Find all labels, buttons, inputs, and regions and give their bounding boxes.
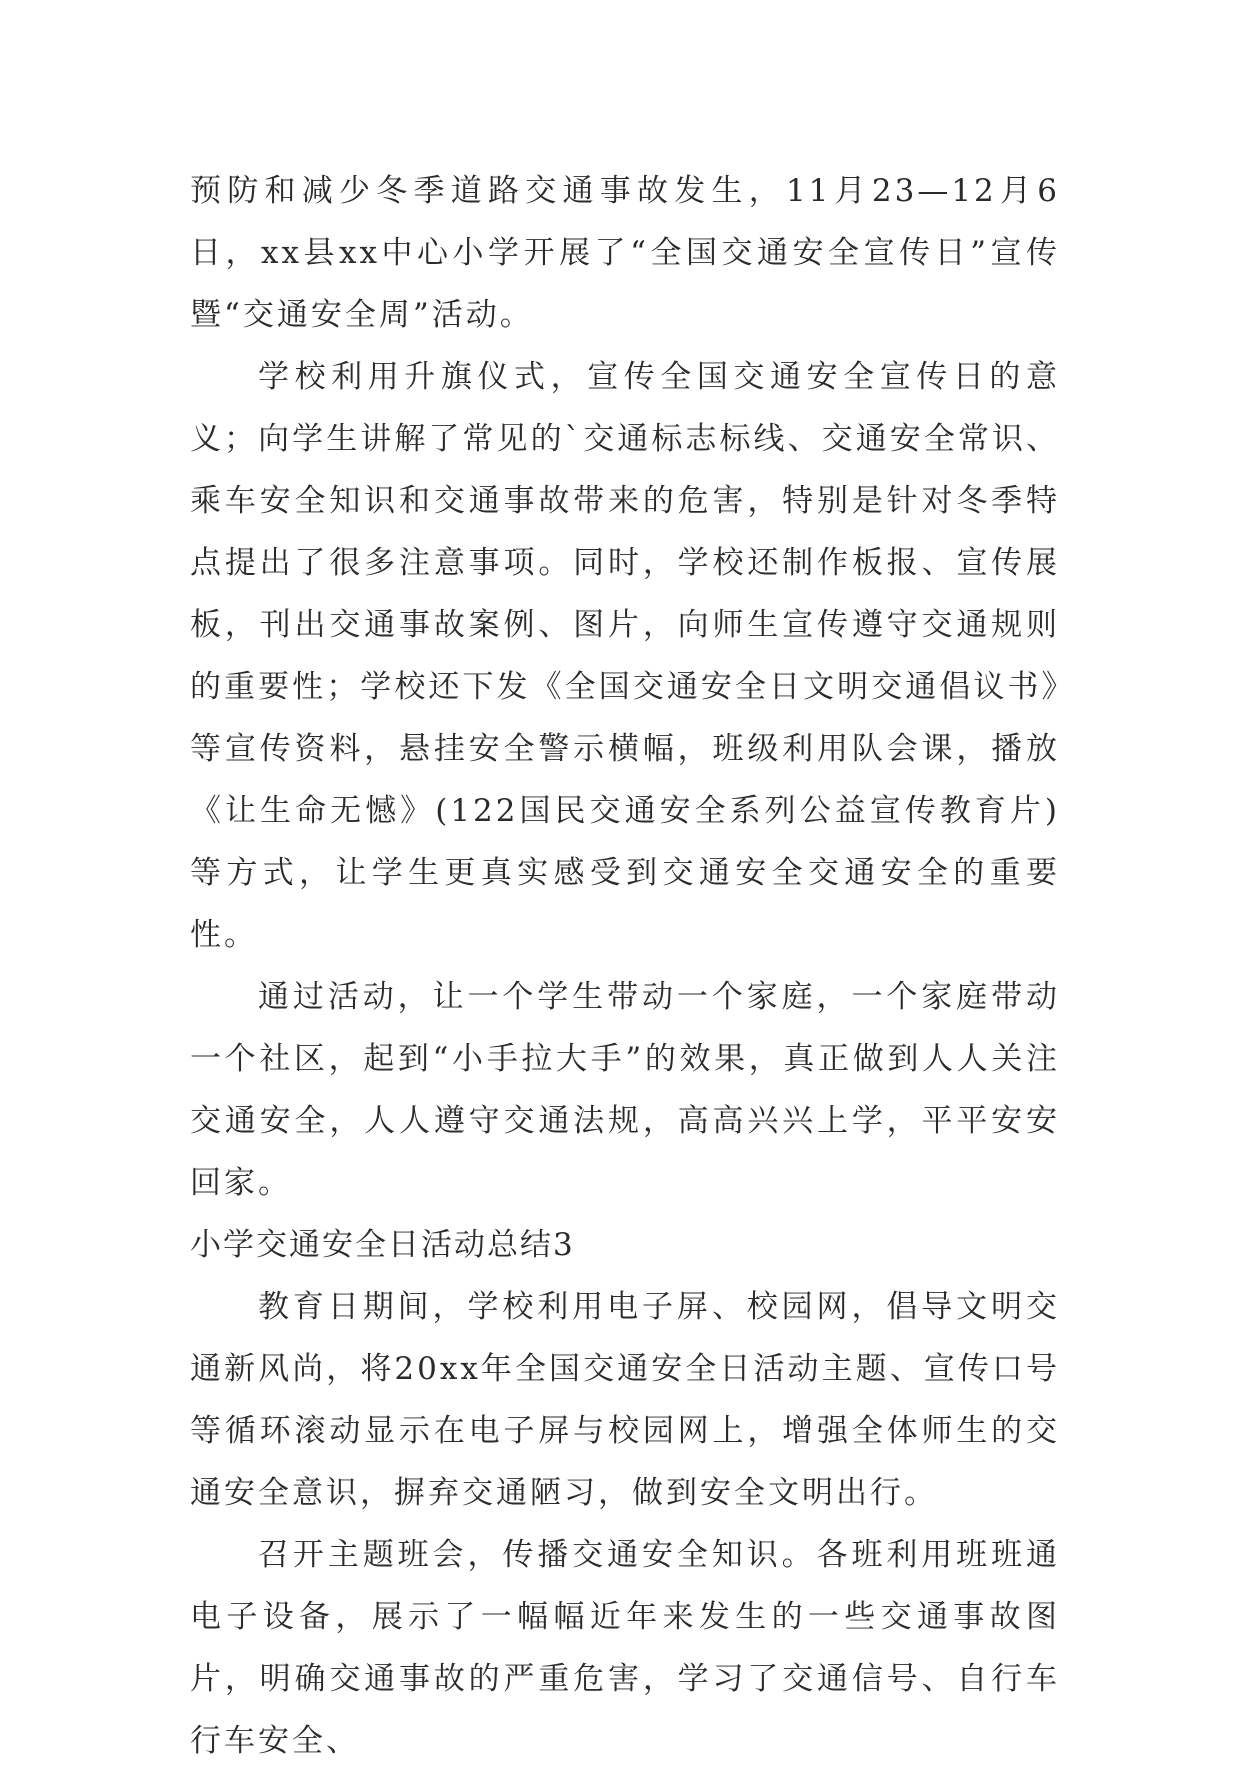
paragraph-intro: 预防和减少冬季道路交通事故发生，11月23—12月6日，xx县xx中心小学开展了“全国交通安全宣传日”宣传暨“交通安全周”活动。 <box>190 173 1060 333</box>
section-heading: 小学交通安全日活动总结3 <box>190 1227 575 1263</box>
paragraph-theme-class-meeting: 召开主题班会，传播交通安全知识。各班利用班班通电子设备，展示了一幅幅近年来发生的一些交通事故图片，明确交通事故的严重危害，学习了交通信号、自行车行车安全、 <box>190 1537 1060 1759</box>
paragraph-activity-effect: 通过活动，让一个学生带动一个家庭，一个家庭带动一个社区，起到“小手拉大手”的效果，真正做到人人关注交通安全，人人遵守交通法规，高高兴兴上学，平平安安回家。 <box>190 979 1060 1201</box>
paragraph-school-activities: 学校利用升旗仪式，宣传全国交通安全宣传日的意义；向学生讲解了常见的`交通标志标线、交通安全常识、乘车安全知识和交通事故带来的危害，特别是针对冬季特点提出了很多注意事项。同时，学校还制作板报、宣传展板，刊出交通事故案例、图片，向师生宣传遵守交通规则的重要性；学校还下发《全国交通安全日文明交通倡议书》等宣传资料，悬挂安全警示横幅，班级利用队会课，播放《让生命无憾》(122国民交通安全系列公益宣传教育片)等方式，让学生更真实感受到交通安全交通安全的重要性。 <box>190 359 1060 953</box>
paragraph-education-day: 教育日期间，学校利用电子屏、校园网，倡导文明交通新风尚，将20xx年全国交通安全日活动主题、宣传口号等循环滚动显示在电子屏与校园网上，增强全体师生的交通安全意识，摒弃交通陋习，做到安全文明出行。 <box>190 1289 1060 1511</box>
document-body <box>190 160 1060 1772</box>
